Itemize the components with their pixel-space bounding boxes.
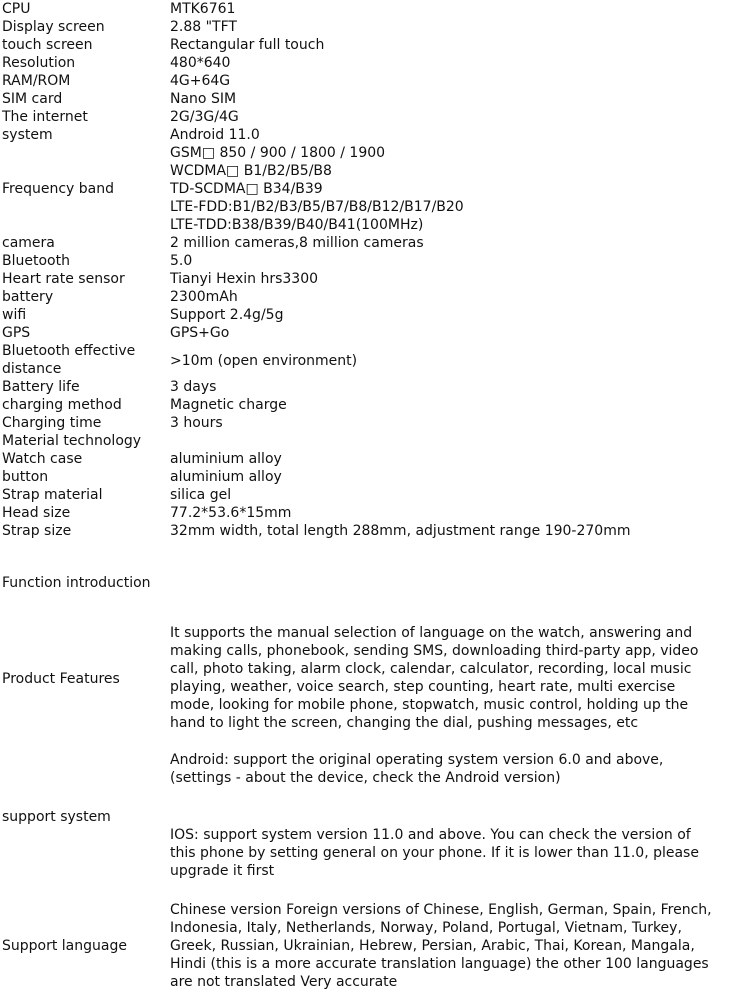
spec-label: Strap material: [2, 487, 103, 503]
spec-value: Support 2.4g/5g: [170, 307, 284, 323]
frequency-line: LTE-FDD:B1/B2/B3/B5/B7/B8/B12/B17/B20: [170, 199, 464, 215]
frequency-line: TD-SCDMA□ B34/B39: [170, 181, 323, 197]
spec-label: Resolution: [2, 55, 76, 71]
text-line: Greek, Russian, Ukrainian, Hebrew, Persian, Arabic, Thai, Korean, Mangala,: [170, 938, 695, 954]
spec-label: The internet: [2, 109, 88, 125]
spec-value: 3 days: [170, 379, 217, 395]
spec-value: 2.88 "TFT: [170, 19, 237, 35]
text-line: are not translated Very accurate: [170, 974, 398, 990]
spec-value: 3 hours: [170, 415, 223, 431]
spec-value: 2 million cameras,8 million cameras: [170, 235, 424, 251]
text-line: IOS: support system version 11.0 and above. You can check the version of: [170, 827, 691, 843]
text-line: (settings - about the device, check the Android version): [170, 770, 561, 786]
text-line: It supports the manual selection of language on the watch, answering and: [170, 625, 693, 641]
text-line: hand to light the screen, changing the dial, pushing messages, etc: [170, 715, 639, 731]
spec-value: silica gel: [170, 487, 232, 503]
support-language-text: [170, 901, 744, 991]
spec-label: wifi: [2, 307, 27, 323]
text-line: playing, weather, voice search, step counting, heart rate, multi exercise: [170, 679, 676, 695]
section-heading: Function introduction: [2, 575, 151, 591]
spec-value: aluminium alloy: [170, 469, 282, 485]
text-line: upgrade it first: [170, 863, 275, 879]
spec-label: Watch case: [2, 451, 83, 467]
spec-value: Android 11.0: [170, 127, 260, 143]
spec-label: RAM/ROM: [2, 73, 71, 89]
text-line: this phone by setting general on your phone. If it is lower than 11.0, please: [170, 845, 699, 861]
frequency-line: WCDMA□ B1/B2/B5/B8: [170, 163, 332, 179]
spec-label: Frequency band: [2, 181, 114, 197]
spec-value: Magnetic charge: [170, 397, 287, 413]
spec-label-line: distance: [2, 361, 62, 377]
spec-label: CPU: [2, 1, 31, 17]
spec-value: aluminium alloy: [170, 451, 282, 467]
frequency-line: LTE-TDD:B38/B39/B40/B41(100MHz): [170, 217, 424, 233]
spec-label: charging method: [2, 397, 122, 413]
android-support-text: [170, 751, 744, 787]
frequency-line: GSM□ 850 / 900 / 1800 / 1900: [170, 145, 386, 161]
spec-label: Bluetooth: [2, 253, 70, 269]
text-line: making calls, phonebook, sending SMS, downloading third-party app, video: [170, 643, 699, 659]
spec-label: Display screen: [2, 19, 105, 35]
spec-label: battery: [2, 289, 54, 305]
text-line: Hindi (this is a more accurate translation language) the other 100 languages: [170, 956, 709, 972]
text-line: call, photo taking, alarm clock, calendar, calculator, recording, local music: [170, 661, 692, 677]
spec-label: touch screen: [2, 37, 93, 53]
spec-value: 77.2*53.6*15mm: [170, 505, 292, 521]
spec-label: Material technology: [2, 433, 142, 449]
spec-value: >10m (open environment): [170, 353, 358, 369]
spec-value: GPS+Go: [170, 325, 230, 341]
spec-label: Strap size: [2, 523, 72, 539]
spec-label: camera: [2, 235, 55, 251]
spec-label: Product Features: [2, 671, 120, 687]
spec-value: 5.0: [170, 253, 193, 269]
spec-value: Rectangular full touch: [170, 37, 325, 53]
spec-label: SIM card: [2, 91, 63, 107]
spec-value: MTK6761: [170, 1, 236, 17]
spec-label: support system: [2, 809, 111, 825]
text-line: Indonesia, Italy, Netherlands, Norway, Poland, Portugal, Vietnam, Turkey,: [170, 920, 682, 936]
spec-label: Charging time: [2, 415, 102, 431]
spec-label: [2, 342, 162, 378]
frequency-list: [170, 144, 744, 234]
spec-label: GPS: [2, 325, 31, 341]
spec-label: system: [2, 127, 53, 143]
product-features-text: [170, 624, 744, 732]
text-line: mode, looking for mobile phone, stopwatch, music control, holding up the: [170, 697, 689, 713]
text-line: Chinese version Foreign versions of Chinese, English, German, Spain, French,: [170, 902, 712, 918]
spec-value: Tianyi Hexin hrs3300: [170, 271, 319, 287]
spec-value: Nano SIM: [170, 91, 237, 107]
spec-label: Heart rate sensor: [2, 271, 125, 287]
spec-value: 2300mAh: [170, 289, 238, 305]
spec-label: Battery life: [2, 379, 80, 395]
spec-label: Head size: [2, 505, 71, 521]
spec-label: Support language: [2, 938, 127, 954]
spec-value: 32mm width, total length 288mm, adjustment range 190-270mm: [170, 523, 631, 539]
spec-label: button: [2, 469, 49, 485]
spec-value: 4G+64G: [170, 73, 231, 89]
spec-value: 2G/3G/4G: [170, 109, 239, 125]
spec-value: 480*640: [170, 55, 231, 71]
text-line: Android: support the original operating system version 6.0 and above,: [170, 752, 664, 768]
spec-label-line: Bluetooth effective: [2, 343, 136, 359]
ios-support-text: [170, 826, 744, 880]
